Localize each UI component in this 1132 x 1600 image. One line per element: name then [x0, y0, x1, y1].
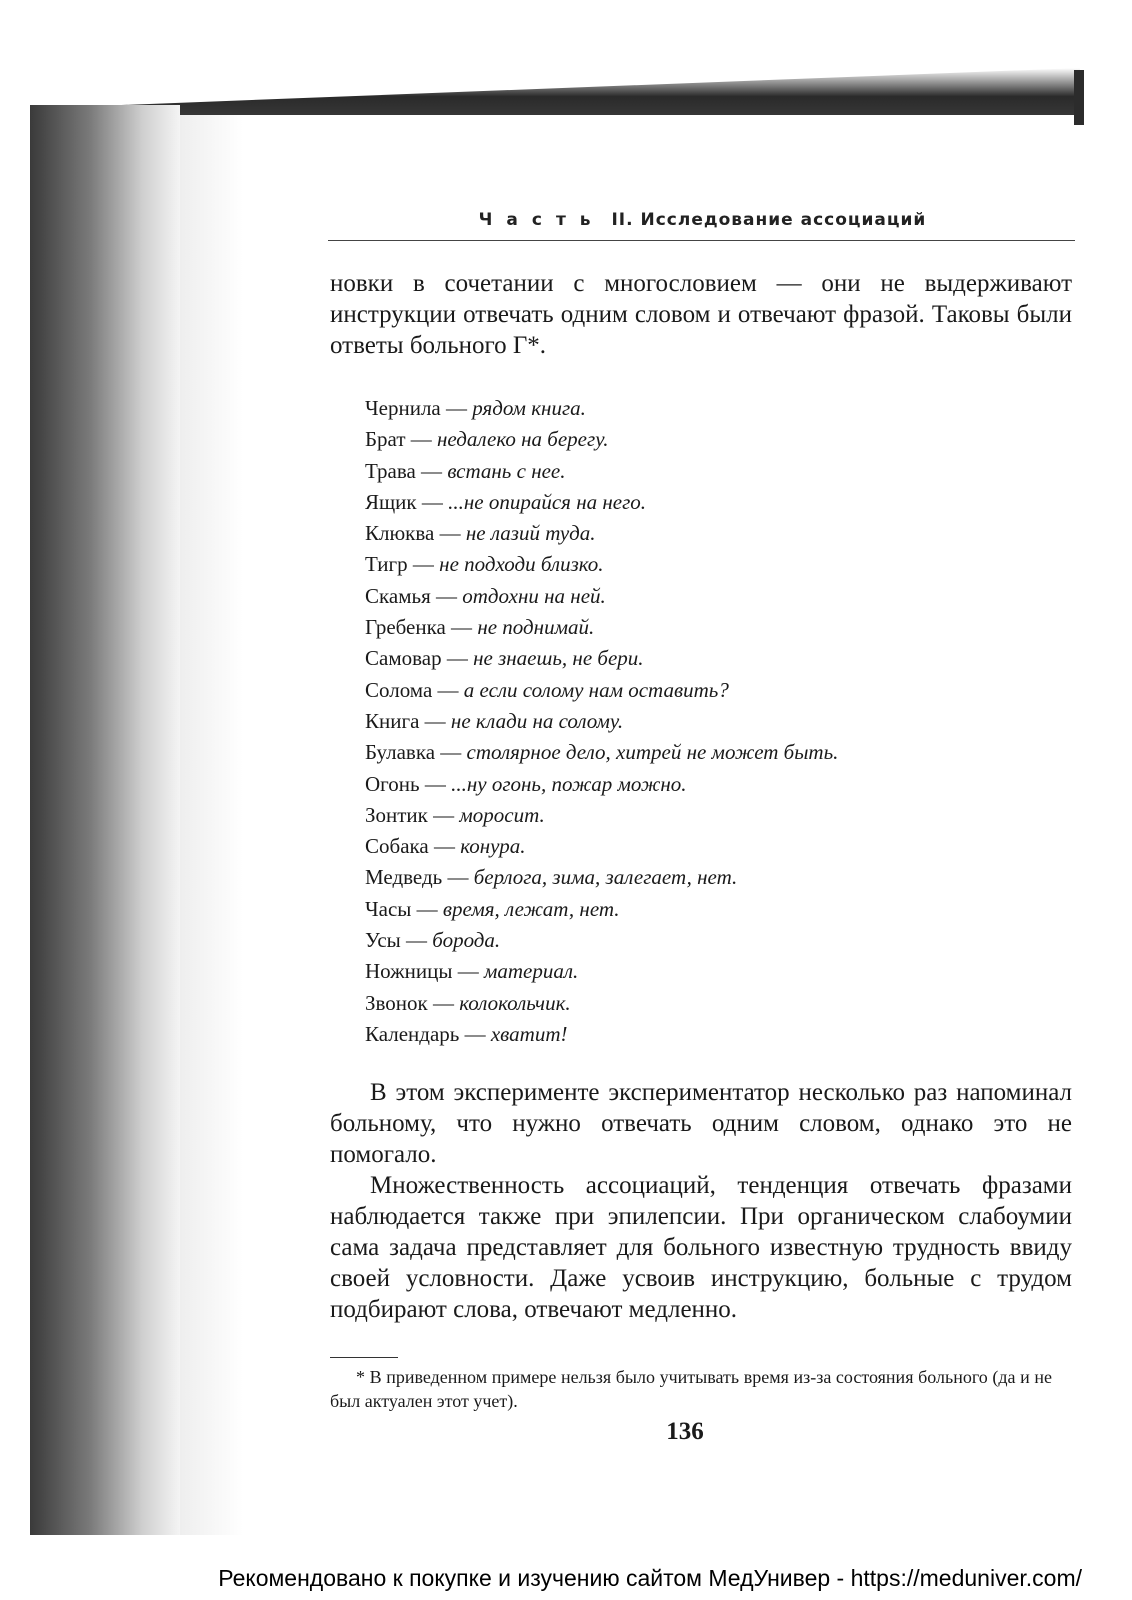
scan-edge: [1074, 70, 1084, 125]
response-phrase: хватит!: [490, 1021, 568, 1046]
response-phrase: моросит.: [459, 802, 545, 827]
stimulus-word: Булавка —: [365, 740, 462, 765]
response-phrase: не лазий туда.: [465, 521, 596, 546]
header-rule: [328, 240, 1075, 241]
list-item: [365, 487, 1065, 518]
association-list: [365, 393, 1065, 1050]
footnote: * В приведенном примере нельзя было учитывать время из-за состояния больного (да и не был актуален этот учет).: [330, 1367, 1052, 1411]
running-head: [330, 210, 1075, 230]
list-item: [365, 737, 1065, 768]
list-item: [365, 800, 1065, 831]
list-item: [365, 549, 1065, 580]
response-phrase: отдохни на ней.: [462, 583, 606, 608]
response-phrase: ...ну огонь, пожар можно.: [451, 771, 687, 796]
list-item: [365, 706, 1065, 737]
response-phrase: ...не опирайся на него.: [448, 489, 647, 514]
stimulus-word: Часы —: [365, 896, 438, 921]
running-head-part: Часть: [478, 210, 605, 230]
watermark-text: Рекомендовано к покупке и изучению сайтом МедУнивер - https://meduniver.com/: [218, 1565, 1082, 1591]
stimulus-word: Книга —: [365, 708, 446, 733]
stimulus-word: Клюква —: [365, 521, 461, 546]
stimulus-word: Звонок —: [365, 990, 454, 1015]
stimulus-word: Усы —: [365, 928, 428, 953]
response-phrase: конура.: [460, 834, 526, 859]
response-phrase: не поднимай.: [477, 615, 595, 640]
stimulus-word: Зонтик —: [365, 802, 455, 827]
stimulus-word: Тигр —: [365, 552, 434, 577]
list-item: [365, 581, 1065, 612]
stimulus-word: Календарь —: [365, 1021, 486, 1046]
scan-top-shadow: [30, 68, 1080, 120]
response-phrase: не знаешь, не бери.: [473, 646, 644, 671]
stimulus-word: Огонь —: [365, 771, 446, 796]
list-item: [365, 518, 1065, 549]
intro-paragraph: новки в сочетании с многословием — они не выдерживают инструкции отвечать одним словом и отвечают фразой. Таковы были ответы больного Г*.: [330, 270, 1072, 359]
response-phrase: столярное дело, хитрей не может быть.: [466, 740, 839, 765]
list-item: [365, 1019, 1065, 1050]
list-item: [365, 393, 1065, 424]
stimulus-word: Ножницы —: [365, 959, 479, 984]
running-head-roman: II.: [611, 210, 634, 230]
footnote-rule: [330, 1357, 398, 1358]
list-item: [365, 988, 1065, 1019]
response-phrase: рядом книга.: [472, 396, 586, 420]
response-phrase: берлога, зима, залегает, нет.: [473, 865, 738, 890]
list-item: [365, 862, 1065, 893]
list-item: [365, 894, 1065, 925]
response-phrase: недалеко на берегу.: [437, 427, 609, 452]
book-spine-shadow: [30, 105, 180, 1535]
stimulus-word: Медведь —: [365, 865, 469, 890]
list-item: [365, 769, 1065, 800]
stimulus-word: Ящик —: [365, 489, 443, 514]
list-item: [365, 925, 1065, 956]
stimulus-word: Гребенка —: [365, 615, 473, 640]
stimulus-word: Самовар —: [365, 646, 468, 671]
list-item: [365, 956, 1065, 987]
list-item: [365, 424, 1065, 455]
stimulus-word: Брат —: [365, 427, 432, 452]
stimulus-word: Собака —: [365, 834, 455, 859]
stimulus-word: Трава —: [365, 458, 443, 483]
response-phrase: колокольчик.: [459, 990, 571, 1015]
response-phrase: время, лежат, нет.: [442, 896, 620, 921]
stimulus-word: Скамья —: [365, 583, 457, 608]
page-number: 136: [666, 1418, 704, 1445]
response-phrase: не клади на солому.: [450, 708, 624, 733]
response-phrase: борода.: [432, 928, 501, 953]
response-phrase: а если солому нам оставить?: [463, 677, 729, 702]
running-head-title: Исследование ассоциаций: [640, 210, 927, 230]
list-item: [365, 612, 1065, 643]
response-phrase: встань с нее.: [447, 458, 566, 483]
list-item: [365, 643, 1065, 674]
stimulus-word: Солома —: [365, 677, 459, 702]
paragraph-2: В этом эксперименте экспериментатор несколько раз напоминал больному, что нужно отвечать одним словом, однако это не помогало.: [330, 1079, 1072, 1168]
response-phrase: материал.: [483, 959, 579, 984]
paragraph-3: Множественность ассоциаций, тенденция отвечать фразами наблюдается также при эпилепсии. При органическом слабоумии сама задача представляет для больного известную трудность ввиду своей условности. Даже усвоив инструкцию, больные с трудом подбирают слова, отвечают медленно.: [330, 1172, 1072, 1323]
stimulus-word: Чернила —: [365, 396, 467, 420]
response-phrase: не подходи близко.: [439, 552, 604, 577]
list-item: [365, 456, 1065, 487]
list-item: [365, 675, 1065, 706]
list-item: [365, 831, 1065, 862]
